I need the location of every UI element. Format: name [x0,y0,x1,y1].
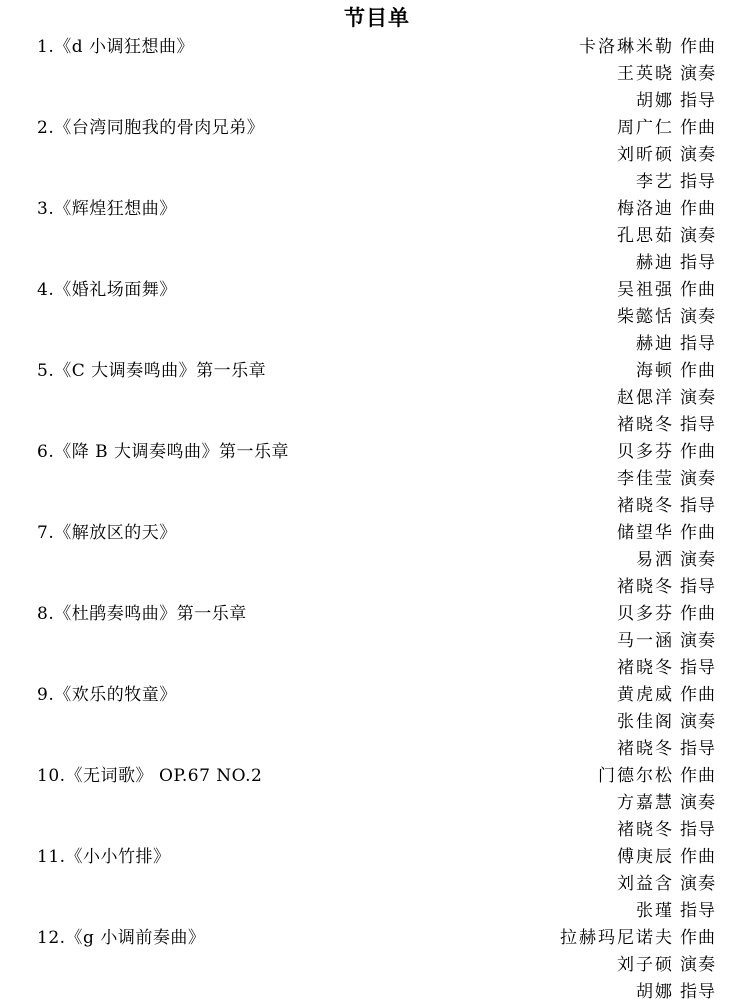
person-name: 胡娜 [636,982,674,1002]
programme-line [0,115,754,142]
credit [617,817,716,844]
person-name: 李艺 [636,172,674,192]
person-name: 拉赫玛尼诺夫 [560,928,674,948]
piece-title: 7.《解放区的天》 [37,523,177,543]
person-role: 指导 [680,739,716,759]
credit [636,88,716,115]
person-name: 卡洛琳米勒 [579,37,674,57]
programme-line [0,574,754,601]
piece-title: 4.《婚礼场面舞》 [37,280,177,300]
person-role: 演奏 [680,631,716,651]
credit [617,655,716,682]
person-role: 演奏 [680,388,716,408]
piece-title: 5.《C 大调奏鸣曲》第一乐章 [37,361,267,381]
programme-line [0,439,754,466]
person-role: 指导 [680,820,716,840]
person-role: 作曲 [680,685,716,705]
credit [617,493,716,520]
credit [617,304,716,331]
person-name: 褚晓冬 [617,415,674,435]
credit [617,196,716,223]
piece-title: 8.《杜鹃奏鸣曲》第一乐章 [37,604,247,624]
credit [617,790,716,817]
person-name: 张瑾 [636,901,674,921]
person-name: 储望华 [617,523,674,543]
person-role: 作曲 [680,280,716,300]
programme-line [0,601,754,628]
credit [636,358,716,385]
person-name: 柴懿恬 [617,307,674,327]
piece-title: 11.《小小竹排》 [37,847,171,867]
credit [636,547,716,574]
programme-line [0,196,754,223]
person-name: 赫迪 [636,253,674,273]
person-name: 周广仁 [617,118,674,138]
programme-line [0,142,754,169]
person-name: 贝多芬 [617,442,674,462]
programme-list [0,34,754,1006]
programme-line [0,871,754,898]
programme-line [0,628,754,655]
person-name: 孔思茹 [617,226,674,246]
person-role: 作曲 [680,928,716,948]
piece-title: 12.《g 小调前奏曲》 [37,928,206,948]
programme-line [0,709,754,736]
person-role: 作曲 [680,604,716,624]
programme-line [0,277,754,304]
person-name: 方嘉慧 [617,793,674,813]
credit [617,439,716,466]
credit [617,277,716,304]
credit [617,466,716,493]
credit [579,34,716,61]
person-role: 作曲 [680,37,716,57]
person-role: 演奏 [680,469,716,489]
person-role: 作曲 [680,766,716,786]
credit [617,142,716,169]
credit [617,682,716,709]
page-title: 节目单 [344,5,410,30]
programme-line [0,385,754,412]
person-role: 指导 [680,91,716,111]
person-role: 指导 [680,334,716,354]
programme-line [0,817,754,844]
person-name: 海顿 [636,361,674,381]
piece-title: 9.《欢乐的牧童》 [37,685,177,705]
person-role: 演奏 [680,307,716,327]
credit [636,979,716,1006]
person-name: 刘益含 [617,874,674,894]
piece-title: 2.《台湾同胞我的骨肉兄弟》 [37,118,265,138]
person-name: 傅庚辰 [617,847,674,867]
person-role: 作曲 [680,199,716,219]
programme-line [0,34,754,61]
credit [617,520,716,547]
programme-line [0,979,754,1006]
programme-line [0,736,754,763]
programme-line [0,223,754,250]
programme-line [0,466,754,493]
person-name: 赵偲洋 [617,388,674,408]
credit [636,898,716,925]
credit [636,250,716,277]
piece-title: 6.《降 B 大调奏鸣曲》第一乐章 [37,442,290,462]
programme-line [0,358,754,385]
person-name: 褚晓冬 [617,739,674,759]
programme-line [0,88,754,115]
credit [560,925,716,952]
programme-line [0,412,754,439]
credit [598,763,716,790]
credit [617,574,716,601]
programme-line [0,844,754,871]
programme-line [0,790,754,817]
credit [617,115,716,142]
person-role: 演奏 [680,955,716,975]
programme-line [0,682,754,709]
credit [617,223,716,250]
person-name: 吴祖强 [617,280,674,300]
programme-line [0,655,754,682]
credit [617,601,716,628]
person-role: 演奏 [680,145,716,165]
person-role: 演奏 [680,793,716,813]
person-name: 张佳阁 [617,712,674,732]
programme-line [0,925,754,952]
credit [617,871,716,898]
person-name: 易洒 [636,550,674,570]
person-role: 演奏 [680,226,716,246]
person-role: 演奏 [680,550,716,570]
piece-title: 3.《辉煌狂想曲》 [37,199,177,219]
person-role: 作曲 [680,442,716,462]
person-name: 王英晓 [617,64,674,84]
programme-line [0,952,754,979]
person-role: 作曲 [680,361,716,381]
person-name: 刘子硕 [617,955,674,975]
person-role: 指导 [680,172,716,192]
person-role: 指导 [680,577,716,597]
person-role: 指导 [680,253,716,273]
person-role: 演奏 [680,712,716,732]
programme-line [0,547,754,574]
person-name: 马一涵 [617,631,674,651]
person-role: 作曲 [680,523,716,543]
person-role: 指导 [680,415,716,435]
programme-line [0,169,754,196]
credit [636,331,716,358]
person-name: 贝多芬 [617,604,674,624]
person-name: 赫迪 [636,334,674,354]
credit [617,628,716,655]
person-name: 胡娜 [636,91,674,111]
person-name: 褚晓冬 [617,820,674,840]
credit [617,709,716,736]
person-role: 演奏 [680,64,716,84]
piece-title: 1.《d 小调狂想曲》 [37,37,195,57]
person-name: 褚晓冬 [617,577,674,597]
person-role: 演奏 [680,874,716,894]
credit [636,169,716,196]
person-role: 指导 [680,496,716,516]
programme-line [0,763,754,790]
person-role: 指导 [680,658,716,678]
person-name: 褚晓冬 [617,496,674,516]
programme-line [0,493,754,520]
credit [617,385,716,412]
person-name: 李佳莹 [617,469,674,489]
person-name: 黄虎威 [617,685,674,705]
programme-line [0,304,754,331]
programme-line [0,898,754,925]
programme-line [0,61,754,88]
person-role: 指导 [680,982,716,1002]
person-name: 梅洛迪 [617,199,674,219]
credit [617,844,716,871]
credit [617,412,716,439]
credit [617,952,716,979]
programme-line [0,331,754,358]
credit [617,736,716,763]
person-name: 门德尔松 [598,766,674,786]
person-name: 褚晓冬 [617,658,674,678]
person-role: 作曲 [680,847,716,867]
programme-line [0,250,754,277]
person-role: 指导 [680,901,716,921]
person-role: 作曲 [680,118,716,138]
person-name: 刘昕硕 [617,145,674,165]
credit [617,61,716,88]
programme-line [0,520,754,547]
piece-title: 10.《无词歌》 OP.67 NO.2 [37,766,263,786]
